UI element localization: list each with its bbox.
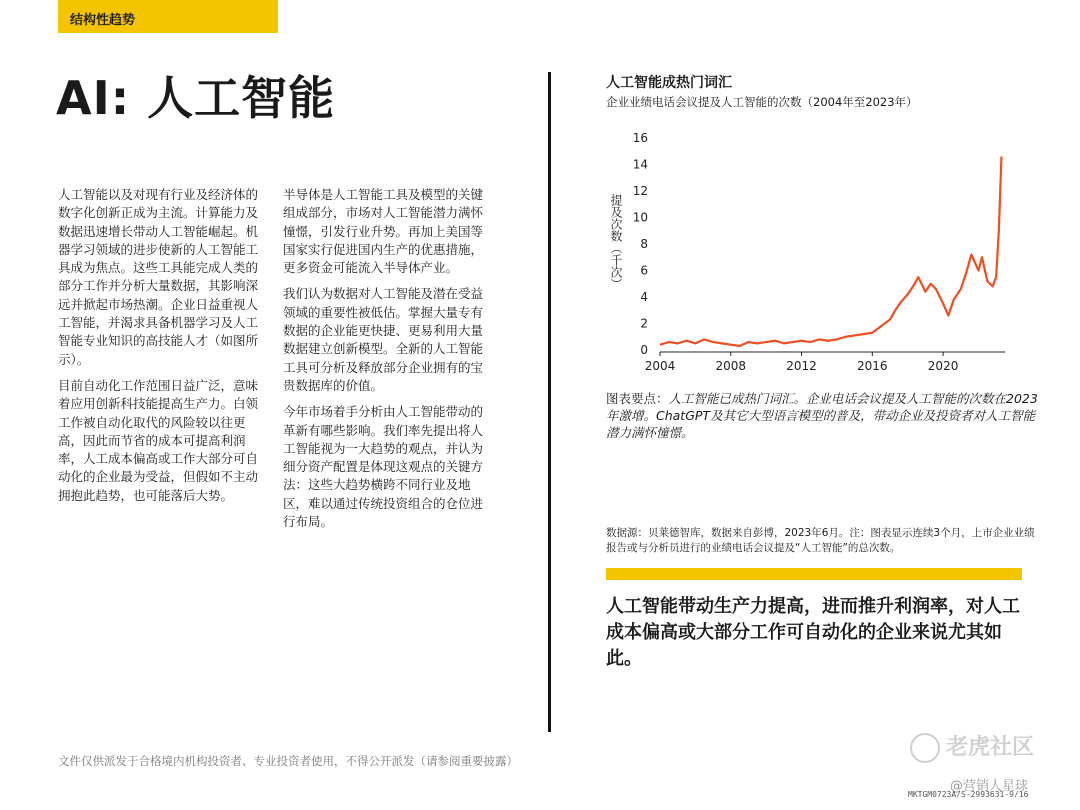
paragraph: 今年市场着手分析由人工智能带动的革新有哪些影响。我们率先提出将人工智能视为一大趋势的观点，并认为细分资产配置是体现这观点的关键方法：这些大趋势横跨不同行业及地区，难以通过传统投资组合的仓位进行布局。: [283, 404, 484, 530]
chart-title: 人工智能成热门词汇: [606, 75, 732, 91]
chart-note: [606, 390, 1046, 441]
accent-bar: [606, 568, 1022, 580]
y-tick-label: 14: [632, 157, 648, 172]
x-tick-label: 2008: [715, 359, 747, 373]
x-tick-label: 2012: [786, 359, 817, 373]
chart-subtitle: 企业业绩电话会议提及人工智能的次数（2004年至2023年）: [606, 95, 918, 109]
y-tick-label: 2: [640, 316, 648, 331]
page-title: AI: 人工智能: [56, 71, 336, 125]
footer-disclaimer: 文件仅供派发于合格境内机构投资者、专业投资者使用，不得公开派发（请参阅重要披露）: [58, 754, 518, 768]
paragraph: 人工智能以及对现有行业及经济体的数字化创新正成为主流。计算能力及数据迅速增长带动人工智能崛起。机器学习领域的进步使新的人工智能工具成为焦点。这些工具能完成人类的部分工作并分析大量数据，其影响深远并掀起市场热潮。企业日益重视人工智能，并渴求具备机器学习及人工智能专业知识的高技能人才（如图所示）。: [58, 187, 259, 367]
paragraph: 半导体是人工智能工具及模型的关键组成部分，市场对人工智能潜力满怀憧憬，引发行业升势。再加上美国等国家实行促进国内生产的优惠措施，更多资金可能流入半导体产业。: [283, 187, 484, 276]
section-tag: 结构性趋势: [58, 0, 278, 33]
document-code: MKTGM0723A/S-2993631-9/16: [908, 790, 1029, 799]
x-tick-label: 2020: [927, 359, 959, 373]
chart-note-body: 人工智能已成热门词汇。企业电话会议提及人工智能的次数在2023年激增。ChatGPT及其它大型语言模型的普及，带动企业及投资者对人工智能潜力满怀憧憬。: [606, 391, 1038, 440]
watermark-handle: @营销人星球: [950, 779, 1029, 794]
watermark: 老虎社区: [910, 730, 1034, 763]
y-tick-label: 8: [640, 237, 648, 251]
callout-text: 人工智能带动生产力提高，进而推升利润率，对人工成本偏高或大部分工作可自动化的企业来说尤其如此。: [606, 596, 1020, 669]
y-tick-label: 16: [632, 131, 648, 145]
source-note: 数据源：贝莱德智库，数据来自彭博，2023年6月。注：图表显示连续3个月，上市企业业绩报告或与分析员进行的业绩电话会议提及“人工智能”的总次数。: [606, 527, 1035, 554]
tiger-logo-icon: [910, 733, 940, 763]
chart-note-lead: 图表要点：: [606, 391, 669, 406]
y-tick-label: 12: [632, 184, 648, 198]
x-tick-label: 2004: [644, 359, 676, 373]
column-divider: [548, 72, 551, 732]
x-tick-label: 2016: [857, 359, 888, 373]
y-tick-label: 0: [640, 343, 648, 357]
y-tick-label: 10: [632, 210, 648, 225]
paragraph: 目前自动化工作范围日益广泛，意味着应用创新科技能提高生产力。白领工作被自动化取代的风险较以往更高，因此而节省的成本可提高利润率，人工成本偏高或工作大部分可自动化的企业最为受益，但假如不主动拥抱此趋势，也可能落后大势。: [58, 377, 259, 503]
body-column-2: [283, 186, 493, 539]
line-chart: [600, 122, 1020, 377]
y-tick-label: 4: [640, 290, 648, 304]
y-axis-label: 提及次数（千次）: [609, 194, 623, 290]
body-column-1: [58, 186, 268, 513]
y-tick-label: 6: [640, 263, 648, 278]
series-line: [660, 157, 1001, 346]
paragraph: 我们认为数据对人工智能及潜在受益领域的重要性被低估。掌握大量专有数据的企业能更快捷、更易利用大量数据建立创新模型。全新的人工智能工具可分析及释放部分企业拥有的宝贵数据库的价值。: [283, 286, 484, 393]
